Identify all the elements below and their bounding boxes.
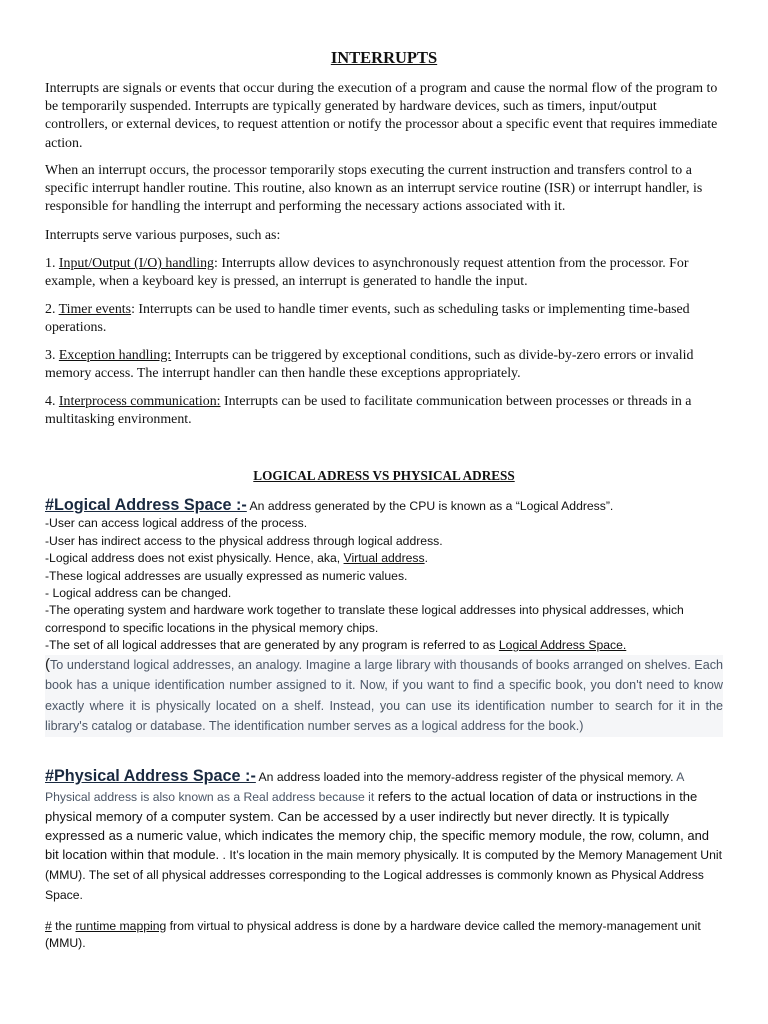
item-term: Interprocess communication: (58, 394, 221, 409)
logical-bullet: - Logical address can be changed. (45, 586, 232, 601)
logical-address-block (45, 497, 723, 655)
purposes-intro: Interrupts serve various purposes, such as: (45, 228, 281, 243)
item-text: : Interrupts allow devices to asynchronously request attention from the processor. For example, when a keyboard key is pressed, an interrupt is generated to handle the input. (45, 256, 689, 290)
logical-bullet-space: -The set of all logical addresses that are generated by any program is referred to as Logical Address Space. (45, 638, 627, 653)
item-term: Exception handling: (58, 348, 172, 363)
item-number: 1. (45, 256, 59, 271)
purpose-item-timer (45, 301, 723, 337)
logical-definition: An address generated by the CPU is known as a “Logical Address”. (246, 499, 614, 513)
mapping-hash: # (45, 919, 52, 933)
purpose-item-ipc (45, 393, 723, 429)
item-term: Input/Output (I/O) handling (58, 256, 214, 271)
library-analogy (45, 655, 723, 737)
analogy-open-paren: ( (45, 656, 50, 673)
purpose-item-io (45, 255, 723, 291)
interrupt-occurs-paragraph: When an interrupt occurs, the processor temporarily stops executing the current instruction and transfers control to a specific interrupt handler routine. This routine, also known as an interrupt service routine (ISR) or interrupt handler, is responsible for handling the interrupt and performing the necessary actions associated with it. (45, 163, 703, 215)
physical-address-heading: #Physical Address Space :- (45, 767, 256, 785)
virtual-address-link: Virtual address (343, 551, 425, 566)
item-number: 2. (45, 302, 59, 317)
physical-definition-3: . It’s location in the main memory physically. It is computed by the Memory Management Unit (MMU). The set of all physical addresses corresponding to the Logical addresses is commonly known as Physical Address Space. (45, 848, 722, 902)
physical-address-block (45, 767, 723, 905)
item-number: 4. (45, 394, 59, 409)
logical-bullet: -User has indirect access to the physical address through logical address. (45, 533, 443, 548)
logical-address-heading: #Logical Address Space :- (45, 496, 247, 514)
physical-definition-1: An address loaded into the memory-address register of the physical memory. (255, 770, 677, 784)
logical-heading-line (45, 497, 723, 515)
logical-bullet: -User can access logical address of the process. (45, 516, 308, 531)
item-term: Timer events (58, 302, 132, 317)
runtime-mapping-note: # the runtime mapping from virtual to physical address is done by a hardware device called the memory-management unit (MMU). (45, 919, 701, 951)
interrupts-intro-paragraph: Interrupts are signals or events that occur during the execution of a program and cause the normal flow of the program to be temporarily suspended. Interrupts are typically generated by hardware devices, such as timers, input/output controllers, or external devices, to request attention or notify the processor about a specific event that requires immediate action. (45, 81, 718, 151)
physical-definition-2: refers to the actual location of data or instructions in the physical memory of a computer system. Can be accessed by a user indirectly but never directly. It is typically expressed as a numeric value, which indicates the memory chip, the specific memory module, the row, column, and bit location within that module. (45, 789, 710, 862)
purpose-item-exception (45, 347, 723, 383)
item-text: Interrupts can be triggered by exceptional conditions, such as divide-by-zero errors or invalid memory access. The interrupt handler can then handle these exceptions appropriately. (45, 348, 694, 382)
interrupts-title: INTERRUPTS (330, 48, 438, 67)
address-section-title: LOGICAL ADRESS VS PHYSICAL ADRESS (253, 468, 515, 483)
logical-bullet-virtual: -Logical address does not exist physically. Hence, aka, Virtual address. (45, 551, 428, 566)
runtime-mapping-link: runtime mapping (75, 919, 167, 933)
logical-address-space-link: Logical Address Space. (498, 638, 627, 653)
item-text: Interrupts can be used to facilitate communication between processes or threads in a multitasking environment. (45, 394, 692, 428)
item-text: : Interrupts can be used to handle timer events, such as scheduling tasks or implementing time-based operations. (45, 302, 690, 336)
analogy-text: To understand logical addresses, an analogy. Imagine a large library with thousands of books arranged on shelves. Each book has a unique identification number assigned to it. Now, if you want to find a specific book, you don't need to know exactly where it is physically located on a shelf. Instead, you can use its identification number to search for it in the library's catalog or database. The identification number serves as a logical address for the book.) (45, 658, 723, 734)
physical-definition-real: A Physical address is also known as a Real address because it (45, 770, 684, 804)
item-number: 3. (45, 348, 59, 363)
logical-bullet: -These logical addresses are usually expressed as numeric values. (45, 568, 408, 583)
logical-bullet: -The operating system and hardware work together to translate these logical addresses into physical addresses, which correspond to specific locations in the physical memory chips. (45, 603, 684, 635)
